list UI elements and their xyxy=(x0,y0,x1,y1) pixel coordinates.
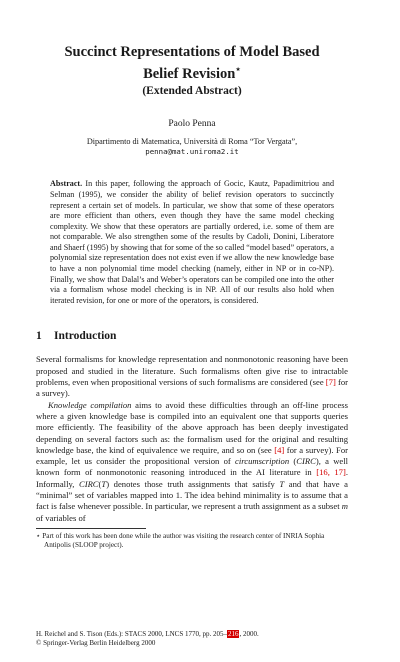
title-line-2-text: Belief Revision xyxy=(143,65,236,82)
title-line-2 xyxy=(36,61,348,83)
footnote: ⋆ Part of this work has been done while the author was visiting the research center of INRIA Sophia Antipolis (SLOOP project). xyxy=(36,531,325,550)
page-range-link[interactable]: 216 xyxy=(227,630,239,638)
section-title: Introduction xyxy=(54,330,117,343)
para2-text-e: . Informally, xyxy=(36,467,348,489)
intro-paragraph-1 xyxy=(36,354,348,399)
abstract-label: Abstract. xyxy=(50,179,83,189)
para2-text-f: ( xyxy=(98,478,102,489)
intro-paragraph-2 xyxy=(36,400,348,524)
author-affiliation: Dipartimento di Matematica, Università di Roma “Tor Vergata”, xyxy=(86,136,298,146)
para2-emphasis: m xyxy=(341,501,348,512)
footnote-divider xyxy=(36,528,146,529)
para2-emphasis: CIRC xyxy=(296,456,316,467)
para2-text-a: aims to avoid these difficulties through an off-line process where a given knowledge base is compiled into an equivalent one that supports queries more efficiently. The feasibility of the above approach has been deeply investigated depending on several factors such as: the formalism used for the original and resulting knowledge base, the kind of equivalence we require, and so on (see xyxy=(36,399,348,455)
citation-link[interactable]: 17] xyxy=(334,467,346,478)
citation-link[interactable]: [4] xyxy=(274,444,285,455)
title-line-1: Succinct Representations of Model Based xyxy=(64,44,320,60)
publication-line-1-a: H. Reichel and S. Tison (Eds.): STACS 2000, LNCS 1770, pp. 205– xyxy=(36,630,227,638)
abstract xyxy=(50,179,334,306)
para1-text-b: for a survey). xyxy=(36,377,349,399)
section-heading xyxy=(36,330,348,342)
para2-text-c: ( xyxy=(289,456,297,467)
citation-link[interactable]: [7] xyxy=(325,377,336,388)
para2-text-d: ), a well known form of nonmonotonic reasoning introduced in the AI literature in xyxy=(36,456,349,478)
para2-emphasis: Knowledge compilation xyxy=(48,399,132,410)
para2-emphasis: circumscription xyxy=(235,456,290,467)
citation-link[interactable]: [16, xyxy=(316,467,330,478)
publication-info xyxy=(36,630,259,648)
para2-emphasis: T xyxy=(279,478,285,489)
section-number: 1 xyxy=(36,330,42,343)
para2-emphasis: T xyxy=(101,478,107,489)
abstract-text: In this paper, following the approach of Gocic, Kautz, Papadimitriou and Selman (1995), we consider the ability of belief revision operators to succinctly represent a certain set of models. In particular, we show that some of these operators are more efficient than others, even though they have the same model checking complexity. We show that these operators are partially ordered, i.e. some of them are not comparable. We also strengthen some of the results by Cadoli, Donini, Liberatore and Shaerf (1995) by showing that for some of the so called “model based” operators, a polynomial size representation does not exist even if we allow the new knowledge base to have a non polynomial time model checking (namely, either in NP or in co-NP). Finally, we show that Dalal’s and Weber’s operators can be compiled one into the other via a formalism whose model checking is in NP. All of our results also hold when iterated revision, for one or more of the operators, is considered. xyxy=(50,179,334,305)
para2-emphasis: CIRC xyxy=(78,478,99,489)
publication-line-1-b: , 2000. xyxy=(239,630,259,638)
paper-subtitle: (Extended Abstract) xyxy=(142,84,242,97)
para2-text-h: and that have a “minimal” set of variables mapped into 1. The idea behind minimality is to assume that a fact is false whenever possible. In particular, we represent a truth assignment as a subset xyxy=(36,478,348,512)
para2-text-g: ) denotes those truth assignments that satisfy xyxy=(106,478,280,489)
paper-title xyxy=(36,44,348,83)
copyright-line: © Springer-Verlag Berlin Heidelberg 2000 xyxy=(36,639,156,647)
paper-page xyxy=(0,44,400,662)
author-email[interactable]: penna@mat.uniroma2.it xyxy=(145,147,239,157)
title-footnote-marker[interactable]: ⋆ xyxy=(235,64,241,74)
para2-text-i: of variables of xyxy=(36,512,86,523)
para2-text-b: for a survey). For example, let us consider the propositional version of xyxy=(36,444,348,467)
publication-line-1 xyxy=(36,630,259,639)
para1-text-a: Several formalisms for knowledge representation and nonmonotonic reasoning have been proposed and studied in the literature. Such formalisms often give rise to intractable problems, even when propositional versions of such formalisms are considered (see xyxy=(36,354,348,388)
author-name: Paolo Penna xyxy=(168,118,216,129)
